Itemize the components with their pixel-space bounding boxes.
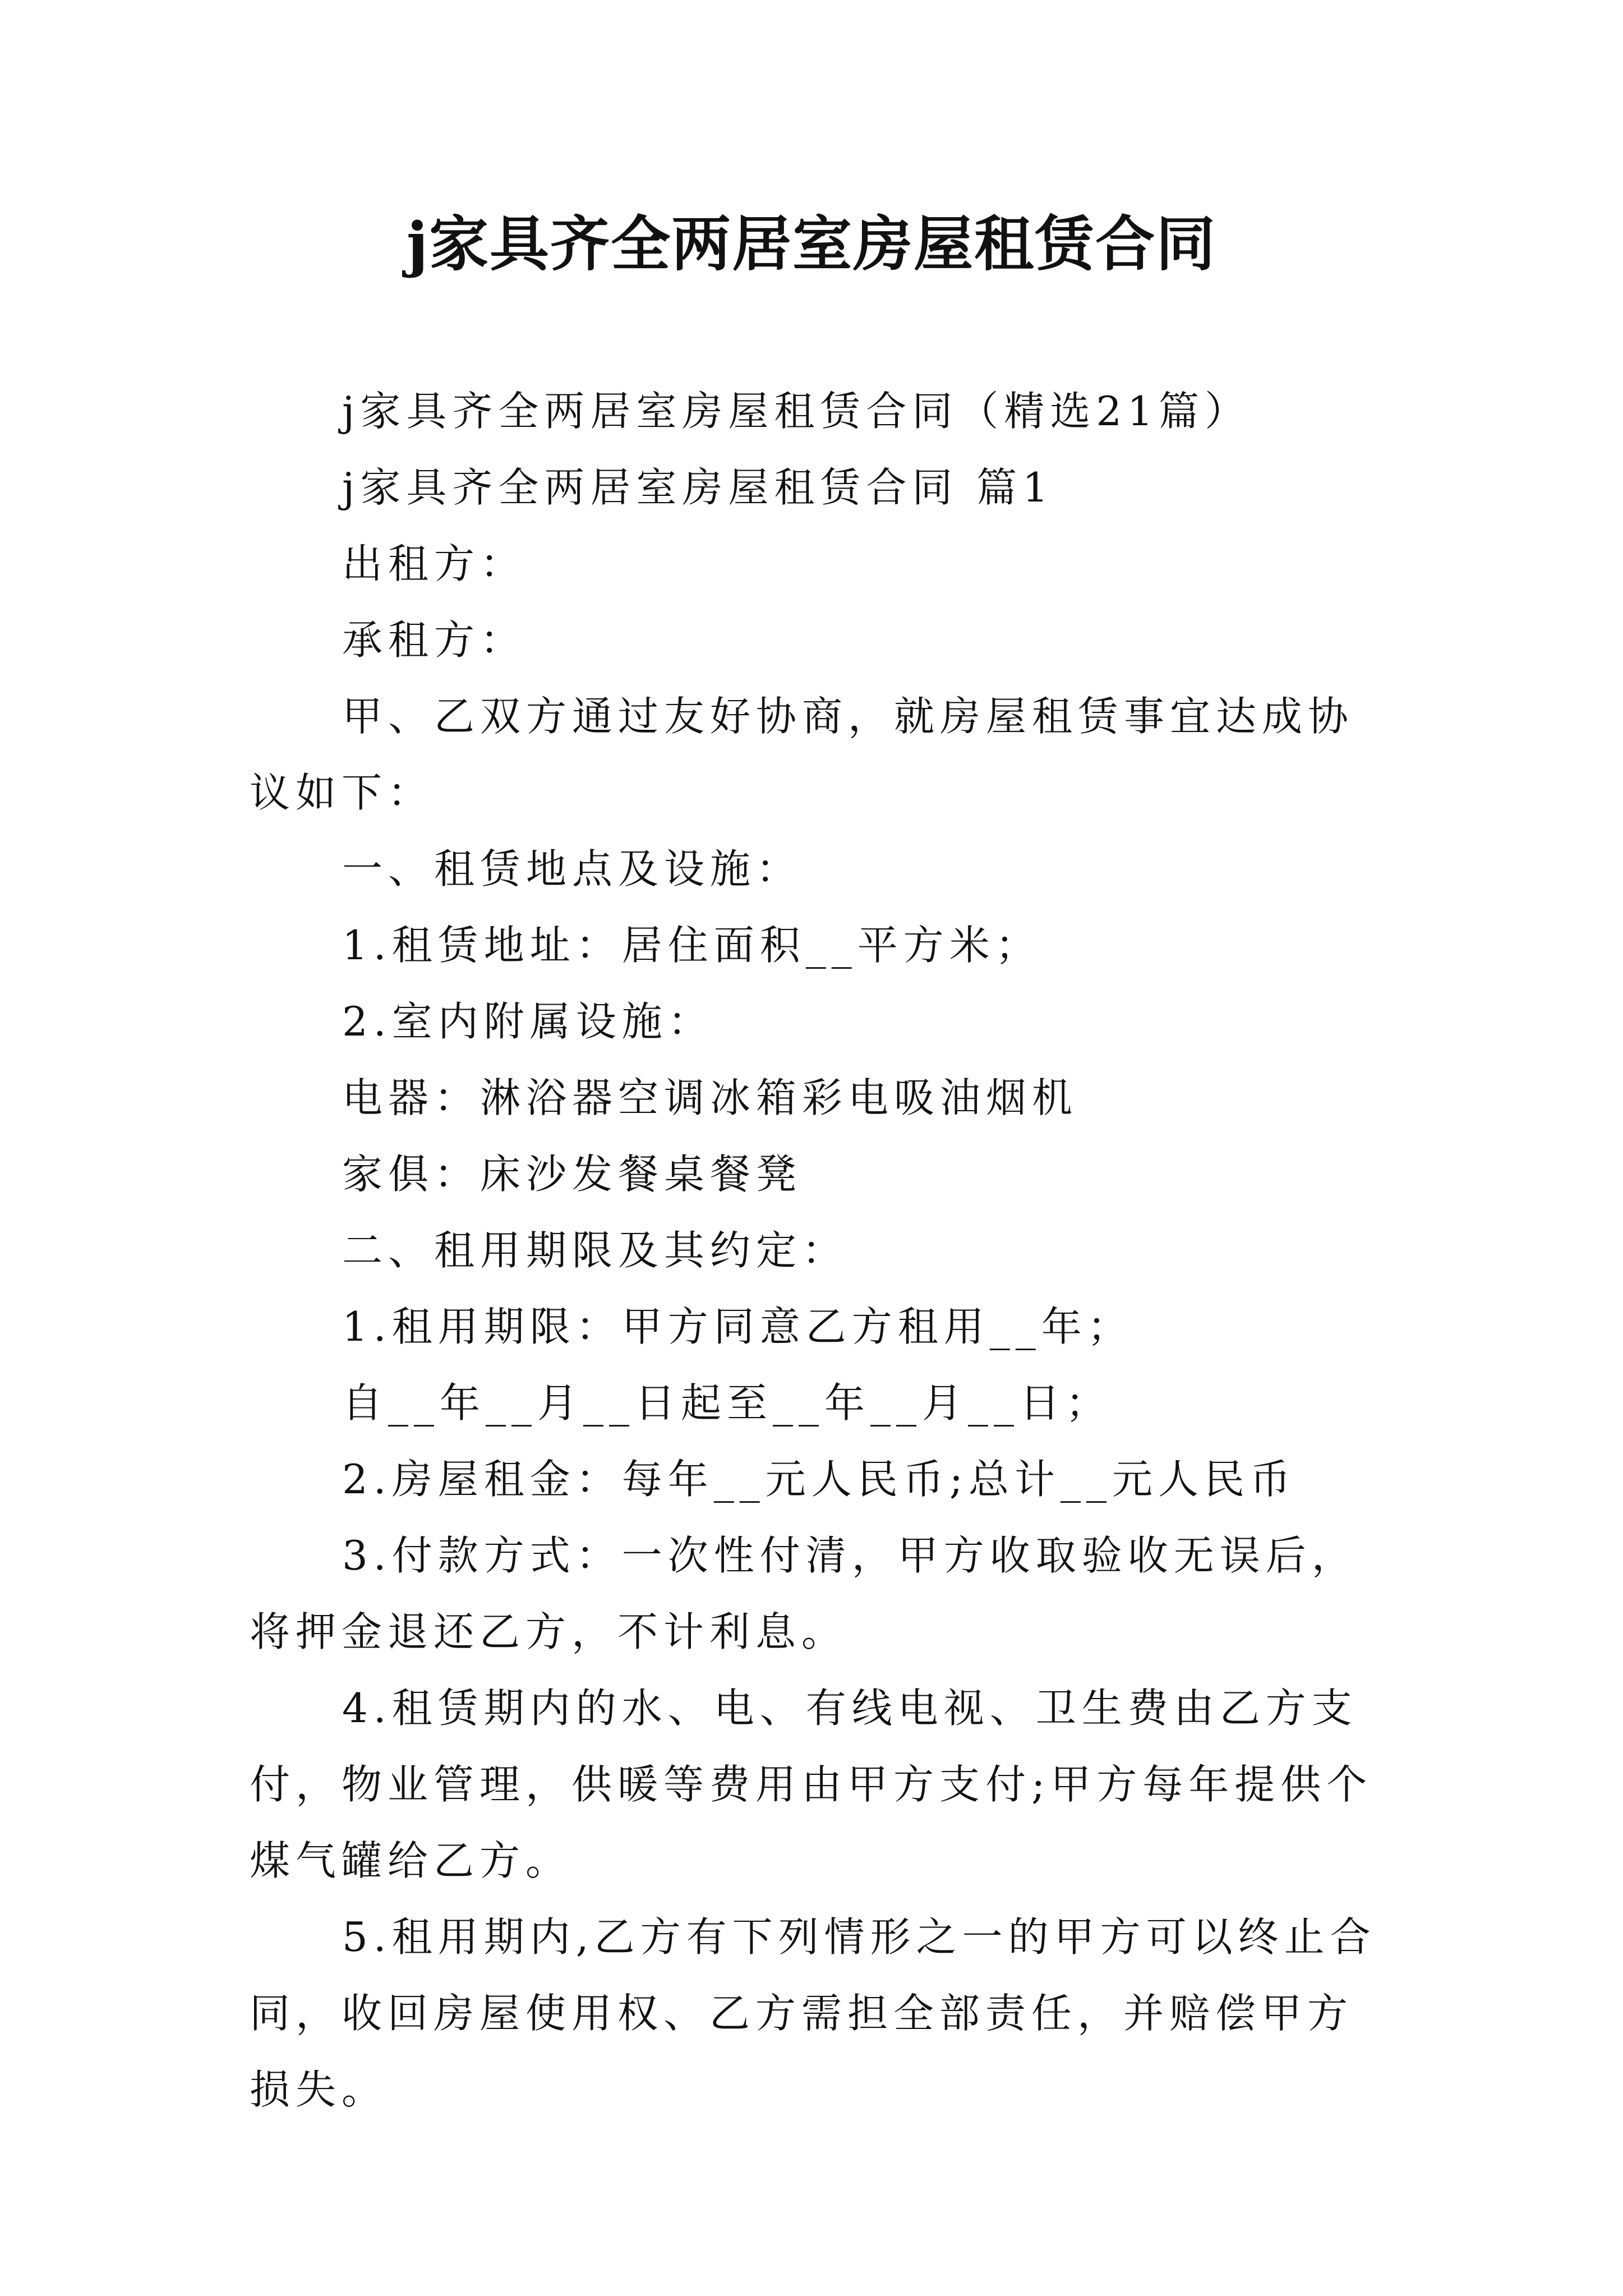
paragraph-clause-1-heading: 一、租赁地点及设施：: [342, 845, 803, 892]
paragraph-lease-dates: 自__年__月__日起至__年__月__日；: [342, 1379, 1112, 1427]
paragraph-lessor: 出租方：: [342, 540, 527, 587]
paragraph-intro: 甲、乙双方通过友好协商，就房屋租赁事宜达成协议如下：: [250, 693, 1354, 816]
paragraph-furniture: 家俱：床沙发餐桌餐凳: [342, 1151, 803, 1198]
paragraph-termination: 5.租用期内,乙方有下列情形之一的甲方可以终止合同，收回房屋使用权、乙方需担全部责任，并赔偿甲方损失。: [250, 1913, 1376, 2113]
paragraph-lease-term: 1.租用期限：甲方同意乙方租用__年；: [342, 1303, 1133, 1350]
document-body: [250, 373, 1394, 2128]
document-title: j家具齐全两居室房屋租赁合同: [406, 209, 1217, 279]
paragraph-subtitle: j家具齐全两居室房屋租赁合同（精选21篇）: [342, 388, 1251, 435]
paragraph-clause-2-heading: 二、租用期限及其约定：: [342, 1227, 849, 1274]
paragraph-rental-address: 1.租赁地址：居住面积__平方米；: [342, 922, 1041, 969]
paragraph-payment: 3.付款方式：一次性付清，甲方收取验收无误后，将押金退还乙方，不计利息。: [250, 1532, 1358, 1655]
paragraph-facilities: 2.室内附属设施：: [342, 998, 714, 1045]
paragraph-lessee: 承租方：: [342, 616, 527, 664]
paragraph-utilities: 4.租赁期内的水、电、有线电视、卫生费由乙方支付，物业管理，供暖等费用由甲方支付;甲方每年提供个煤气罐给乙方。: [250, 1685, 1373, 1884]
paragraph-section-heading: j家具齐全两居室房屋租赁合同 篇1: [342, 464, 1054, 511]
paragraph-rent: 2.房屋租金：每年__元人民币;总计__元人民币: [342, 1456, 1296, 1503]
paragraph-appliances: 电器：淋浴器空调冰箱彩电吸油烟机: [342, 1074, 1078, 1121]
